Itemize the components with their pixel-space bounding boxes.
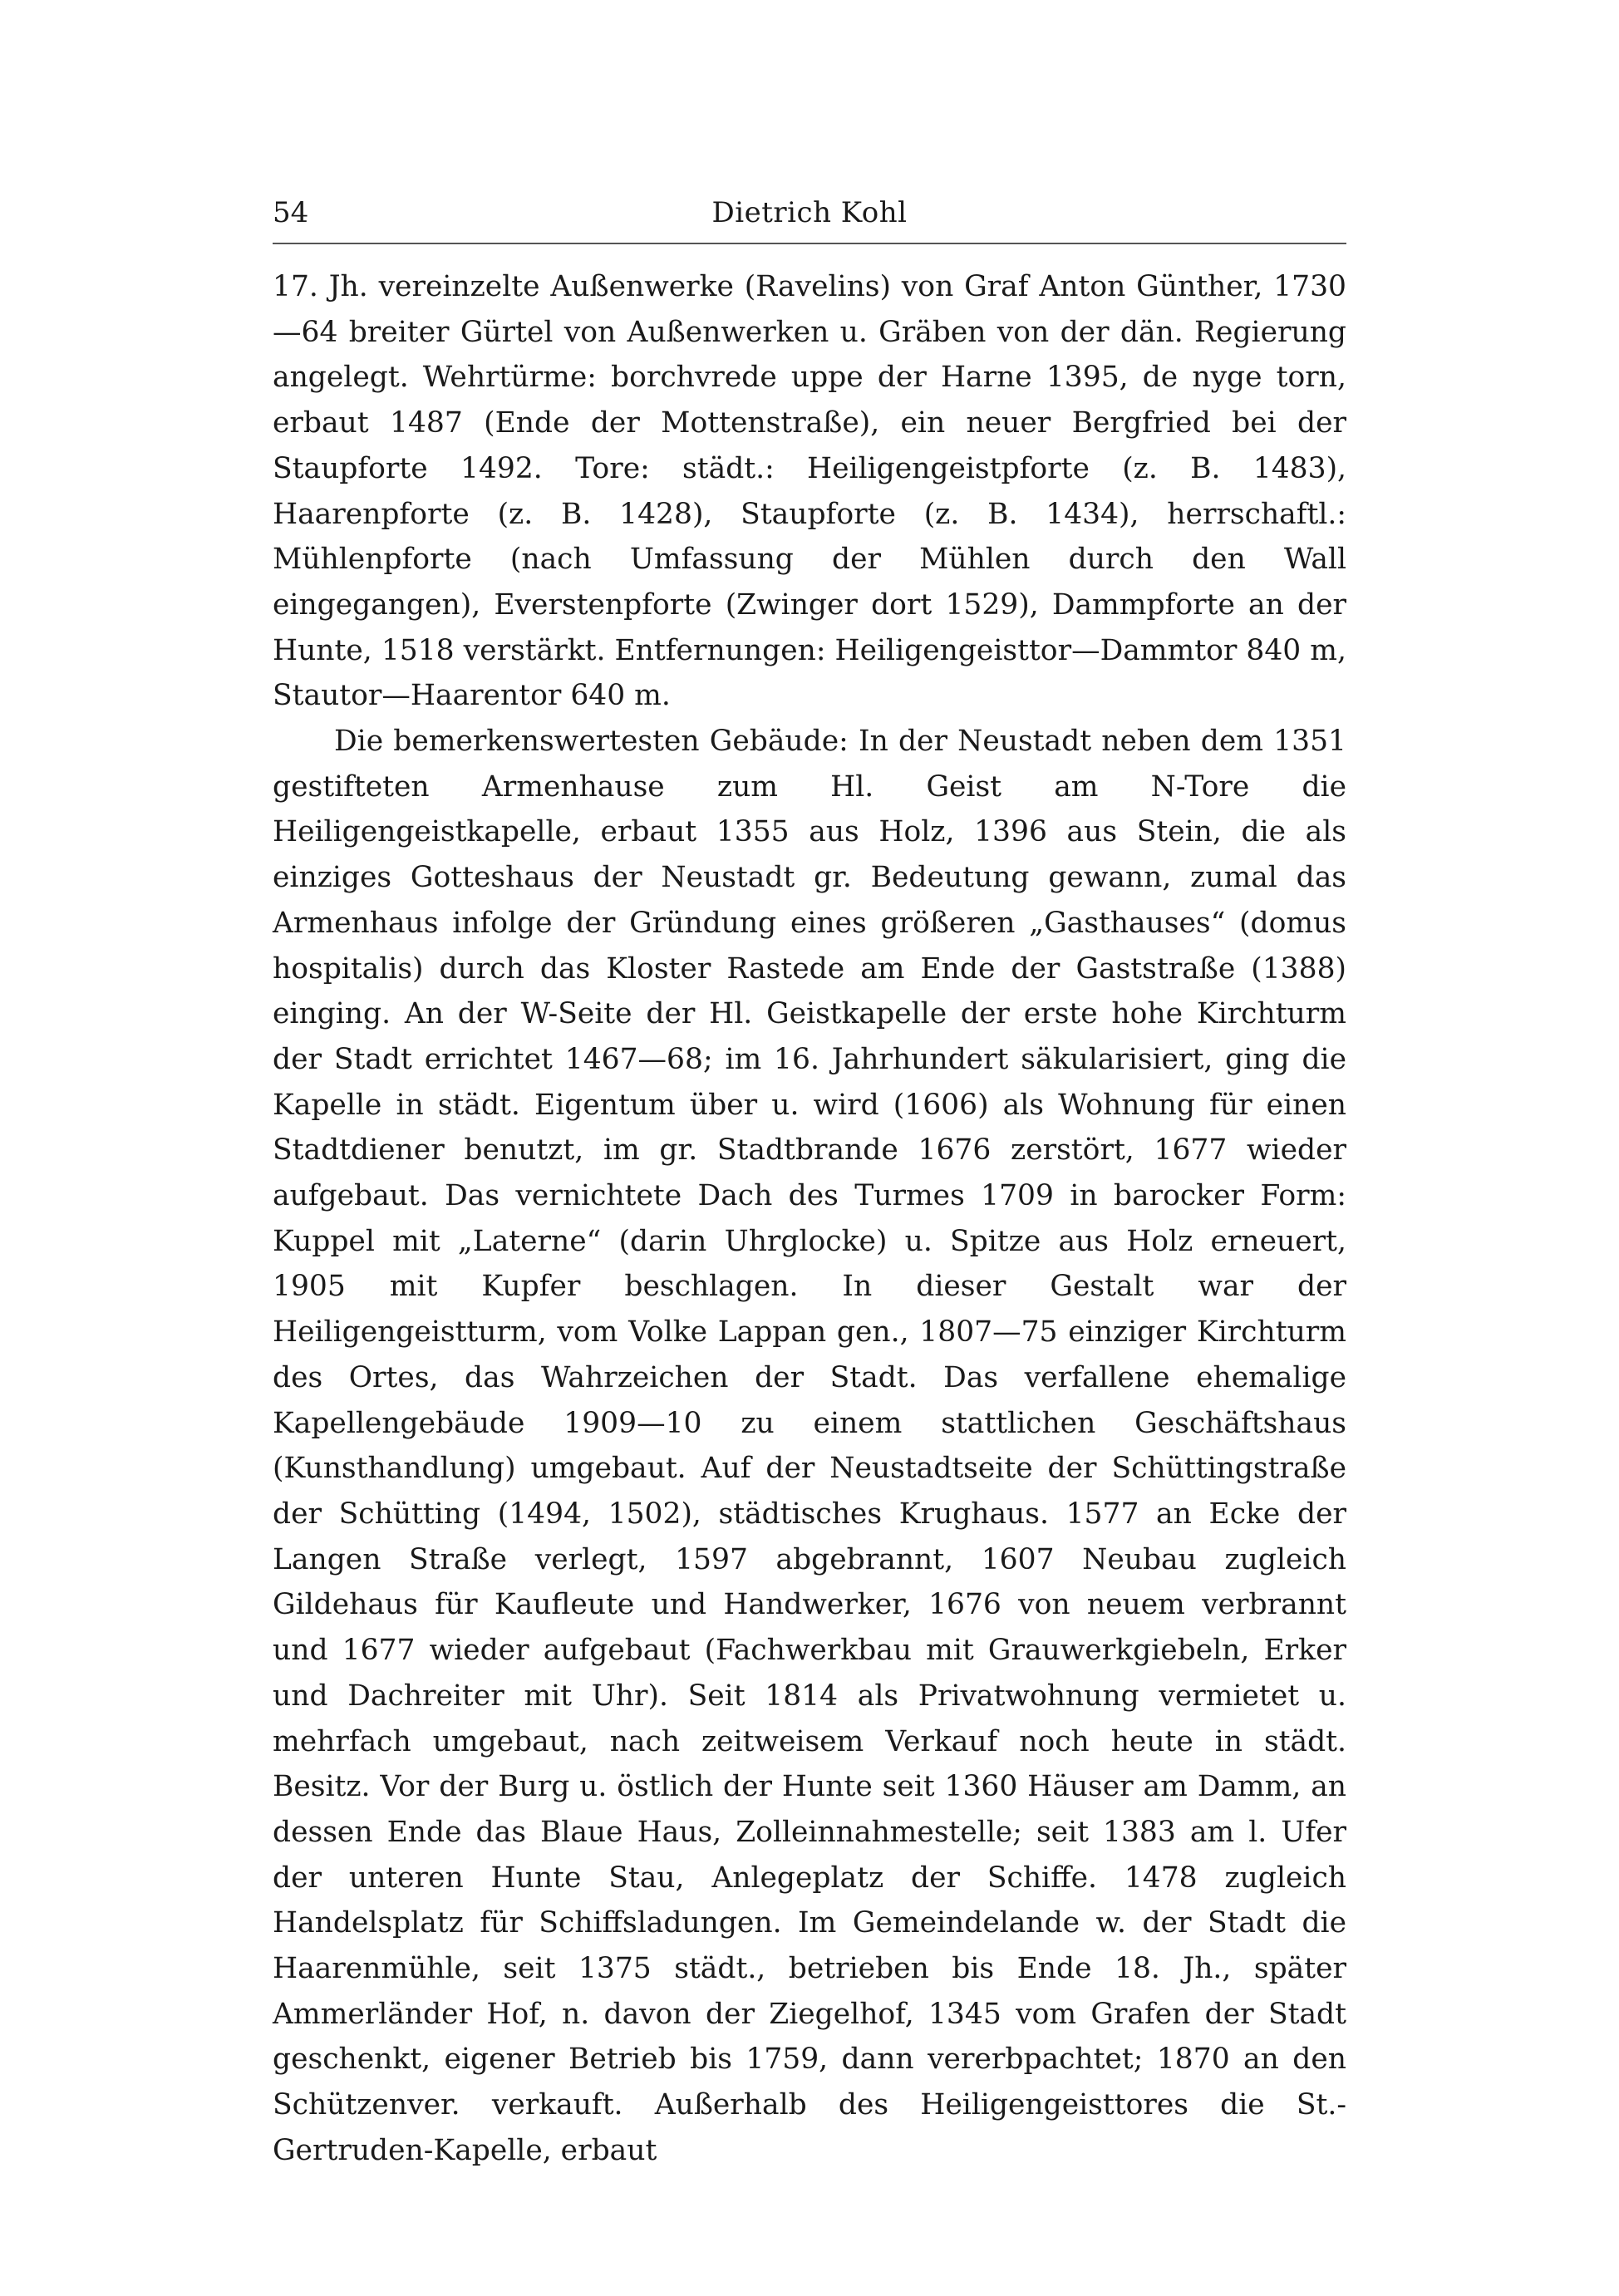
paragraph-1: 17. Jh. vereinzelte Außenwerke (Ravelins) von Graf Anton Günther, 1730—64 breiter Gürtel von Außenwerken u. Gräben von der dän. Regierung angelegt. Wehrtürme: borchvrede uppe der Harne 1395, de nyge torn, erbaut 1487 (Ende der Mottenstraße), ein neuer Bergfried bei der Staupforte 1492. Tore: städt.: Heiligengeistpforte (z. B. 1483), Haarenpforte (z. B. 1428), Staupforte (z. B. 1434), herrschaftl.: Mühlenpforte (nach Umfassung der Mühlen durch den Wall eingegangen), Everstenpforte (Zwinger dort 1529), Dammpforte an der Hunte, 1518 verstärkt. Entfernungen: Heiligengeisttor—Dammtor 840 m, Stautor—Haarentor 640 m. (273, 270, 1346, 713)
body-text (273, 264, 1346, 2174)
page-number: 54 (273, 196, 309, 229)
header-rule (273, 243, 1346, 244)
running-title: Dietrich Kohl (711, 196, 908, 229)
running-head (273, 189, 1346, 236)
paragraph-2: Die bemerkenswertesten Gebäude: In der Neustadt neben dem 1351 gestifteten Armenhause zum Hl. Geist am N-Tore die Heiligengeistkapelle, erbaut 1355 aus Holz, 1396 aus Stein, die als einziges Gotteshaus der Neustadt gr. Bedeutung gewann, zumal das Armenhaus infolge der Gründung eines größeren „Gasthauses“ (domus hospitalis) durch das Kloster Rastede am Ende der Gaststraße (1388) einging. An der W-Seite der Hl. Geistkapelle der erste hohe Kirchturm der Stadt errichtet 1467—68; im 16. Jahrhundert säkularisiert, ging die Kapelle in städt. Eigentum über u. wird (1606) als Wohnung für einen Stadtdiener benutzt, im gr. Stadtbrande 1676 zerstört, 1677 wieder aufgebaut. Das vernichtete Dach des Turmes 1709 in barocker Form: Kuppel mit „Laterne“ (darin Uhrglocke) u. Spitze aus Holz erneuert, 1905 mit Kupfer beschlagen. In dieser Gestalt war der Heiligengeistturm, vom Volke Lappan gen., 1807—75 einziger Kirchturm des Ortes, das Wahrzeichen der Stadt. Das verfallene ehemalige Kapellengebäude 1909—10 zu einem stattlichen Geschäftshaus (Kunsthandlung) umgebaut. Auf der Neustadtseite der Schüttingstraße der Schütting (1494, 1502), städtisches Krughaus. 1577 an Ecke der Langen Straße verlegt, 1597 abgebrannt, 1607 Neubau zugleich Gildehaus für Kaufleute und Handwerker, 1676 von neuem verbrannt und 1677 wieder aufgebaut (Fachwerkbau mit Grauwerkgiebeln, Erker und Dachreiter mit Uhr). Seit 1814 als Privatwohnung vermietet u. mehrfach umgebaut, nach zeitweisem Verkauf noch heute in städt. Besitz. Vor der Burg u. östlich der Hunte seit 1360 Häuser am Damm, an dessen Ende das Blaue Haus, Zolleinnahmestelle; seit 1383 am l. Ufer der unteren Hunte Stau, Anlegeplatz der Schiffe. 1478 zugleich Handelsplatz für Schiffsladungen. Im Gemeindelande w. der Stadt die Haarenmühle, seit 1375 städt., betrieben bis Ende 18. Jh., später Ammerländer Hof, n. davon der Ziegelhof, 1345 vom Grafen der Stadt geschenkt, eigener Betrieb bis 1759, dann vererbpachtet; 1870 an den Schützenver. verkauft. Außerhalb des Heiligengeisttores die St.-Gertruden-Kapelle, erbaut (273, 725, 1346, 2167)
